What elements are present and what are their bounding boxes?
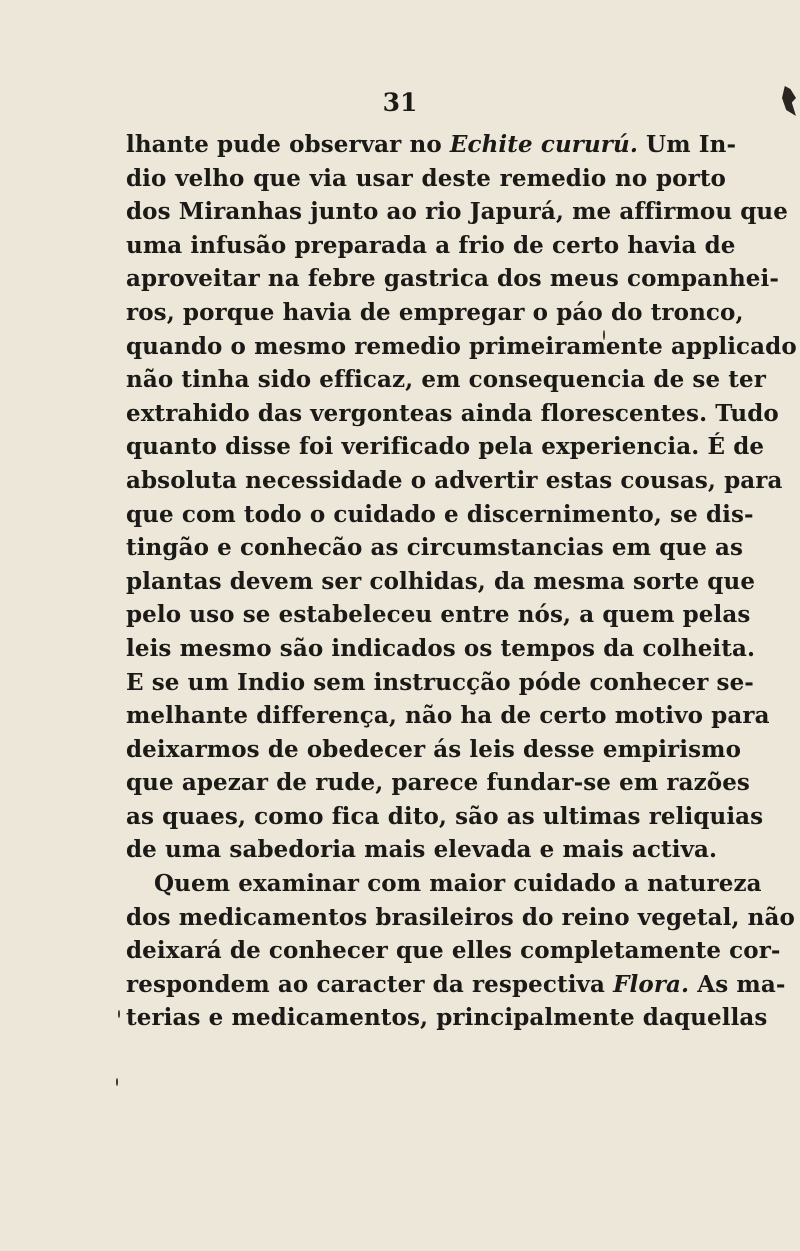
text-line <box>126 229 736 263</box>
text-line <box>126 800 764 834</box>
text-segment: E se um Indio sem instrucção póde conhecer se- <box>126 668 754 696</box>
text-segment: respondem ao caracter da respectiva <box>126 970 614 998</box>
text-segment: que apezar de rude, parece fundar-se em razões <box>126 769 750 797</box>
ink-speck <box>116 1078 118 1086</box>
text-segment: que com todo o cuidado e discernimento, se dis- <box>126 500 754 528</box>
text-segment: ros, porque havia de empregar o páo do tronco, <box>126 298 744 326</box>
text-line <box>126 363 766 397</box>
text-line <box>126 397 779 431</box>
text-line <box>126 195 788 229</box>
text-line <box>126 867 762 901</box>
margin-ink-mark <box>782 86 796 116</box>
text-segment: aproveitar na febre gastrica dos meus companhei- <box>126 265 780 293</box>
text-segment: plantas devem ser colhidas, da mesma sorte que <box>126 567 756 595</box>
text-line <box>126 733 742 767</box>
text-segment: absoluta necessidade o advertir estas cousas, para <box>126 466 783 494</box>
text-segment: dos medicamentos brasileiros do reino vegetal, não <box>126 903 795 931</box>
text-line <box>126 968 786 1002</box>
text-segment: deixarmos de obedecer ás leis desse empirismo <box>126 735 742 763</box>
text-line <box>126 598 751 632</box>
body-text <box>126 128 797 1035</box>
text-segment: Quem examinar com maior cuidado a natureza <box>154 870 762 898</box>
text-segment: dio velho que via usar deste remedio no porto <box>126 164 726 192</box>
text-segment: pelo uso se estabeleceu entre nós, a quem pelas <box>126 601 751 629</box>
text-segment: melhante differença, não ha de certo motivo para <box>126 702 770 730</box>
text-line <box>126 632 756 666</box>
text-line <box>126 766 750 800</box>
text-segment: deixará de conhecer que elles completamente cor- <box>126 937 781 965</box>
ink-speck <box>118 1010 120 1018</box>
text-line <box>126 262 780 296</box>
text-line <box>126 901 795 935</box>
text-segment: extrahido das vergonteas ainda florescentes. Tudo <box>126 399 779 427</box>
italic-text: Echite cururú. <box>449 131 638 158</box>
text-segment: quando o mesmo remedio primeiramente applicado <box>126 332 797 360</box>
text-segment: leis mesmo são indicados os tempos da colheita. <box>126 634 756 662</box>
page-number: 31 <box>382 88 418 117</box>
text-line <box>126 531 744 565</box>
text-segment: terias e medicamentos, principalmente daquellas <box>126 1004 768 1032</box>
text-line <box>126 162 726 196</box>
text-line <box>126 666 754 700</box>
text-line <box>126 430 765 464</box>
text-segment: As ma- <box>689 970 786 998</box>
text-segment: quanto disse foi verificado pela experiencia. É de <box>126 433 765 461</box>
italic-text: Flora. <box>613 970 690 998</box>
text-segment: uma infusão preparada a frio de certo havia de <box>126 231 736 259</box>
text-line <box>126 330 797 364</box>
text-segment: Um In- <box>637 131 737 158</box>
text-line <box>126 128 737 162</box>
text-line <box>126 565 756 599</box>
text-line <box>126 498 754 532</box>
text-line <box>126 464 783 498</box>
text-line <box>126 1001 768 1035</box>
text-segment: tingão e conhecão as circumstancias em que as <box>126 534 744 562</box>
text-line <box>126 699 770 733</box>
text-segment: as quaes, como fica dito, são as ultimas reliquias <box>126 802 764 830</box>
text-segment: não tinha sido efficaz, em consequencia de se ter <box>126 366 766 394</box>
text-segment: dos Miranhas junto ao rio Japurá, me affirmou que <box>126 198 788 226</box>
text-line <box>126 296 744 330</box>
text-line <box>126 833 726 867</box>
text-line <box>126 934 781 968</box>
text-segment: lhante pude observar no <box>126 131 450 158</box>
text-segment: de uma sabedoria mais elevada e mais activa. <box>126 836 718 864</box>
